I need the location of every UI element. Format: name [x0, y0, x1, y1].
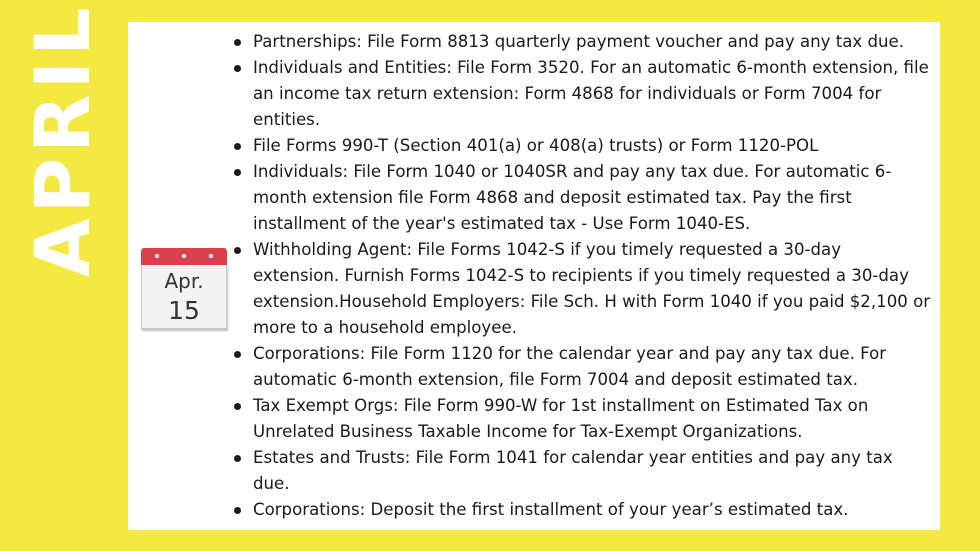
calendar-page [141, 265, 227, 329]
deadline-text: Tax Exempt Orgs: File Form 990-W for 1st installment on Estimated Tax on Unrelated Business Taxable Income for Tax-Exempt Organizations. [253, 396, 869, 441]
deadline-text: File Forms 990-T (Section 401(a) or 408(a) trusts) or Form 1120-POL [253, 136, 819, 155]
calendar-month: Apr. [164, 269, 204, 293]
calendar-day: 15 [168, 296, 200, 325]
list-item [232, 445, 932, 497]
list-item [232, 497, 932, 523]
deadline-text: Individuals: File Form 1040 or 1040SR and pay any tax due. For automatic 6-month extension file Form 4868 and deposit estimated tax. Pay the first installment of the year's estimated tax - Use Form 1040-ES. [253, 162, 892, 233]
list-item [232, 55, 932, 133]
bullet-icon [234, 39, 241, 46]
deadline-text: Corporations: File Form 1120 for the calendar year and pay any tax due. For automatic 6-month extension, file Form 7004 and deposit estimated tax. [253, 344, 887, 389]
deadline-text: Individuals and Entities: File Form 3520. For an automatic 6-month extension, file an income tax return extension: Form 4868 for individuals or Form 7004 for entities. [253, 58, 929, 129]
list-item [232, 159, 932, 237]
list-item [232, 393, 932, 445]
bullet-icon [234, 507, 241, 514]
deadline-card [128, 22, 940, 530]
bullet-icon [234, 143, 241, 150]
deadline-text: Estates and Trusts: File Form 1041 for calendar year entities and pay any tax due. [253, 448, 893, 493]
calendar-icon [141, 248, 227, 330]
calendar-header [141, 248, 227, 265]
bullet-icon [234, 351, 241, 358]
deadline-list [232, 29, 932, 523]
list-item [232, 341, 932, 393]
deadline-text: Partnerships: File Form 8813 quarterly payment voucher and pay any tax due. [253, 32, 905, 51]
bullet-icon [234, 247, 241, 254]
bullet-icon [234, 65, 241, 72]
deadline-text: Corporations: Deposit the first installment of your year’s estimated tax. [253, 500, 849, 519]
bullet-icon [234, 403, 241, 410]
bullet-icon [234, 455, 241, 462]
deadline-text: Withholding Agent: File Forms 1042-S if you timely requested a 30-day extension. Furnish Forms 1042-S to recipients if you timely requested a 30-day extension.Household Employers: File Sch. H with Form 1040 if you paid $2,100 or more to a household employee. [253, 240, 931, 337]
month-title: APRIL [18, 2, 107, 278]
list-item [232, 237, 932, 341]
calendar-ring-icon [182, 254, 186, 258]
calendar-ring-icon [209, 254, 213, 258]
list-item [232, 133, 932, 159]
bullet-icon [234, 169, 241, 176]
calendar-ring-icon [155, 254, 159, 258]
list-item [232, 29, 932, 55]
